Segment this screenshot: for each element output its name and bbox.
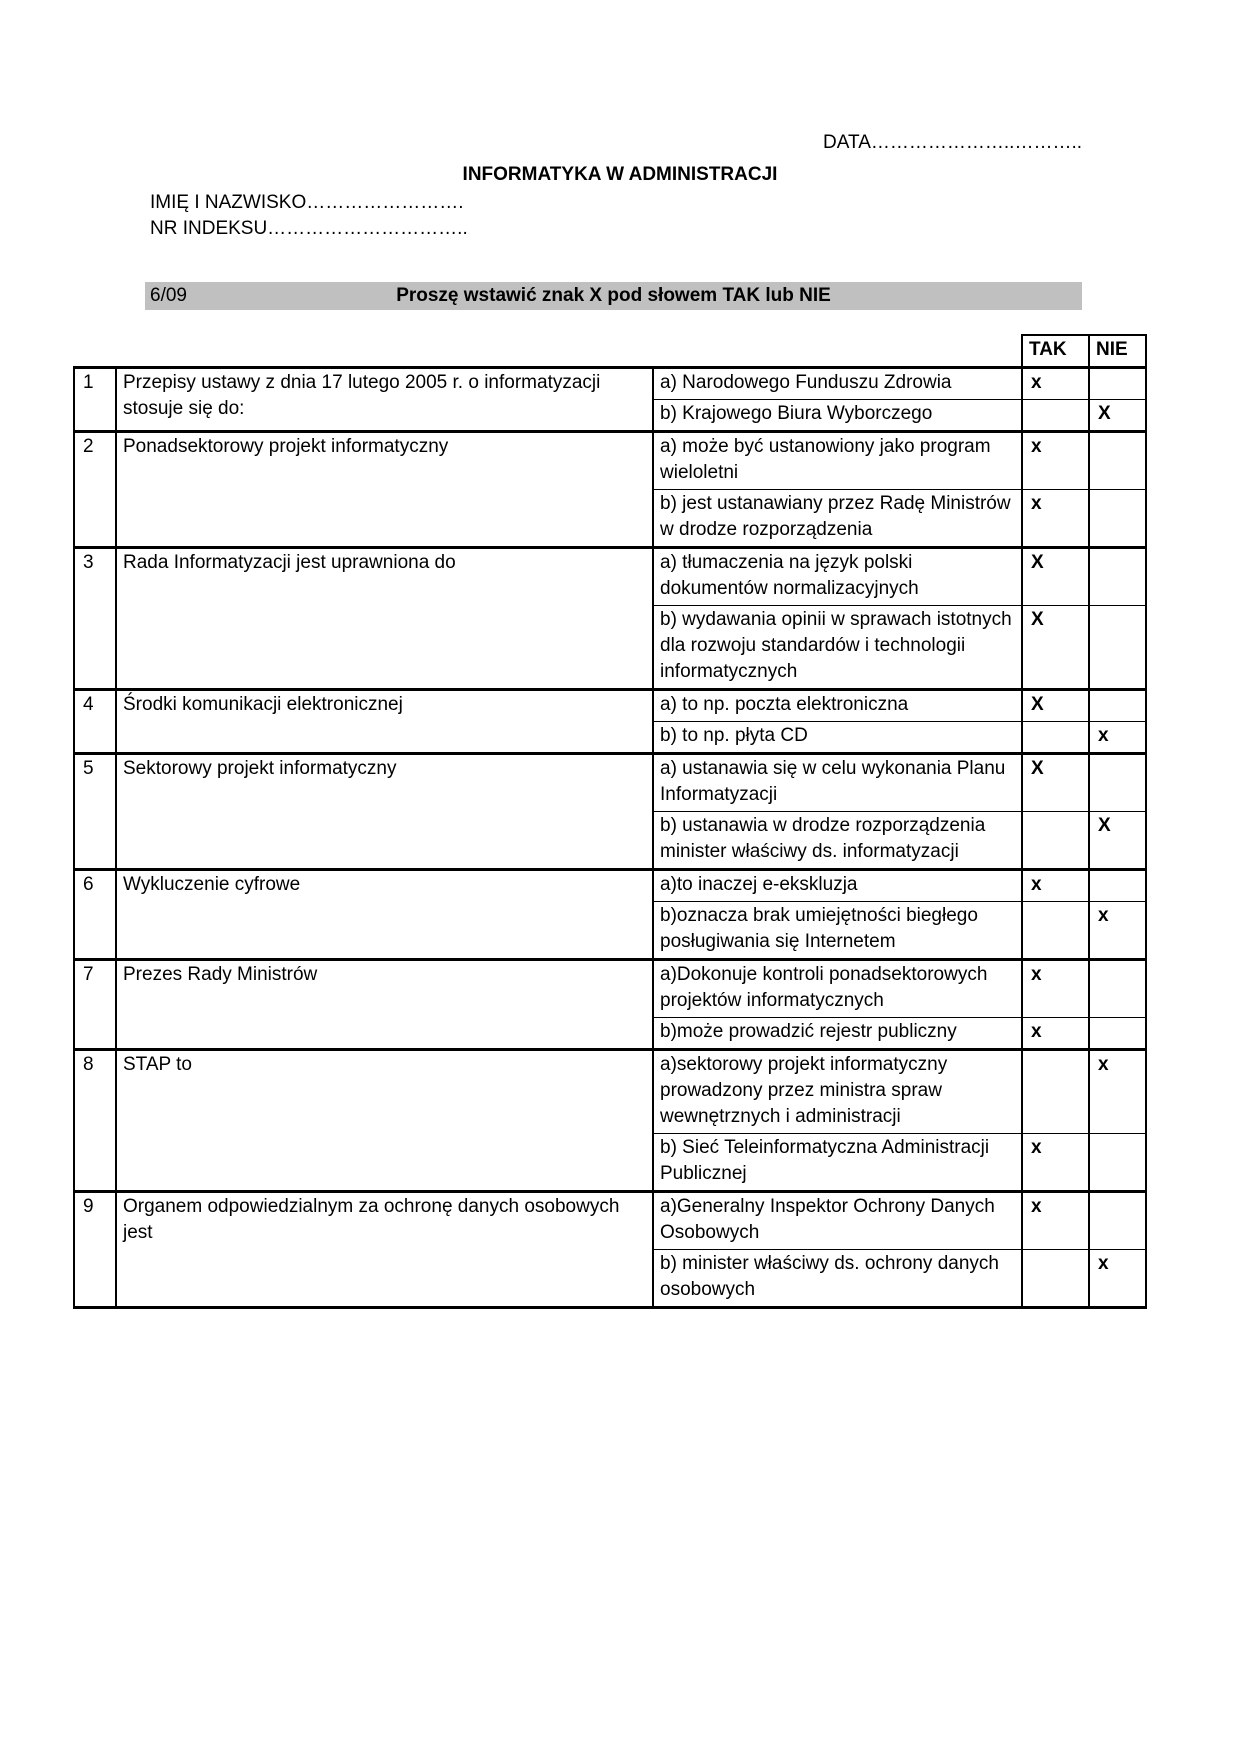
- table-row: [74, 870, 1146, 902]
- table-row: [74, 368, 1146, 400]
- question-text: Środki komunikacji elektronicznej: [116, 690, 653, 754]
- question-number: 6: [74, 870, 116, 960]
- question-text: Prezes Rady Ministrów: [116, 960, 653, 1050]
- nie-mark-cell: x: [1089, 902, 1146, 960]
- question-text: Sektorowy projekt informatyczny: [116, 754, 653, 870]
- answer-text: a)to inaczej e-ekskluzja: [653, 870, 1022, 902]
- index-number-field: NR INDEKSU…………………………..: [150, 218, 468, 239]
- question-text: Organem odpowiedzialnym za ochronę danych osobowych jest: [116, 1192, 653, 1308]
- question-number: 8: [74, 1050, 116, 1192]
- question-number: 2: [74, 432, 116, 548]
- nie-mark-cell: [1089, 1018, 1146, 1050]
- answer-text: a)sektorowy projekt informatyczny prowadzony przez ministra spraw wewnętrznych i administracji: [653, 1050, 1022, 1134]
- tak-column-header: TAK: [1022, 335, 1089, 368]
- name-field: IMIĘ I NAZWISKO…………………….: [150, 192, 464, 213]
- tak-mark-cell: x: [1022, 1134, 1089, 1192]
- tak-mark-cell: x: [1022, 960, 1089, 1018]
- table-row: [74, 960, 1146, 1018]
- nie-mark-cell: [1089, 754, 1146, 812]
- nie-mark-cell: [1089, 1134, 1146, 1192]
- tak-mark-cell: X: [1022, 548, 1089, 606]
- question-number: 9: [74, 1192, 116, 1308]
- nie-mark-cell: [1089, 368, 1146, 400]
- nie-mark-cell: [1089, 960, 1146, 1018]
- answer-text: a) tłumaczenia na język polski dokumentów normalizacyjnych: [653, 548, 1022, 606]
- quiz-table: [73, 334, 1147, 1309]
- question-number: 3: [74, 548, 116, 690]
- answer-text: a)Dokonuje kontroli ponadsektorowych projektów informatycznych: [653, 960, 1022, 1018]
- tak-mark-cell: x: [1022, 1018, 1089, 1050]
- nie-mark-cell: [1089, 548, 1146, 606]
- table-header-row: [74, 335, 1146, 368]
- answer-text: b) jest ustanawiany przez Radę Ministrów w drodze rozporządzenia: [653, 490, 1022, 548]
- nie-mark-cell: [1089, 1192, 1146, 1250]
- header-spacer: [74, 335, 1022, 368]
- answer-text: b) Krajowego Biura Wyborczego: [653, 400, 1022, 432]
- answer-text: b) to np. płyta CD: [653, 722, 1022, 754]
- question-number: 4: [74, 690, 116, 754]
- nie-mark-cell: x: [1089, 722, 1146, 754]
- answer-text: a) może być ustanowiony jako program wieloletni: [653, 432, 1022, 490]
- nie-mark-cell: X: [1089, 400, 1146, 432]
- answer-text: a) to np. poczta elektroniczna: [653, 690, 1022, 722]
- question-text: Wykluczenie cyfrowe: [116, 870, 653, 960]
- question-number: 1: [74, 368, 116, 432]
- table-row: [74, 548, 1146, 606]
- tak-mark-cell: x: [1022, 490, 1089, 548]
- question-text: Rada Informatyzacji jest uprawniona do: [116, 548, 653, 690]
- instruction-text: Proszę wstawić znak X pod słowem TAK lub NIE: [396, 285, 831, 306]
- page-title: INFORMATYKA W ADMINISTRACJI: [462, 164, 778, 185]
- tak-mark-cell: [1022, 812, 1089, 870]
- nie-mark-cell: [1089, 490, 1146, 548]
- tak-mark-cell: [1022, 1250, 1089, 1308]
- tak-mark-cell: X: [1022, 690, 1089, 722]
- answer-text: b)oznacza brak umiejętności biegłego posługiwania się Internetem: [653, 902, 1022, 960]
- table-row: [74, 1050, 1146, 1134]
- tak-mark-cell: x: [1022, 870, 1089, 902]
- answer-text: b)może prowadzić rejestr publiczny: [653, 1018, 1022, 1050]
- answer-text: b) Sieć Teleinformatyczna Administracji Publicznej: [653, 1134, 1022, 1192]
- tak-mark-cell: x: [1022, 368, 1089, 400]
- answer-text: a)Generalny Inspektor Ochrony Danych Osobowych: [653, 1192, 1022, 1250]
- nie-mark-cell: X: [1089, 812, 1146, 870]
- question-number: 7: [74, 960, 116, 1050]
- date-field: DATA…………………..………..: [823, 132, 1082, 153]
- question-text: Ponadsektorowy projekt informatyczny: [116, 432, 653, 548]
- nie-mark-cell: [1089, 606, 1146, 690]
- question-text: Przepisy ustawy z dnia 17 lutego 2005 r. o informatyzacji stosuje się do:: [116, 368, 653, 432]
- nie-mark-cell: [1089, 690, 1146, 722]
- exam-code: 6/09: [150, 285, 187, 306]
- nie-mark-cell: [1089, 432, 1146, 490]
- table-row: [74, 690, 1146, 722]
- nie-mark-cell: x: [1089, 1250, 1146, 1308]
- question-number: 5: [74, 754, 116, 870]
- answer-text: b) ustanawia w drodze rozporządzenia minister właściwy ds. informatyzacji: [653, 812, 1022, 870]
- question-text: STAP to: [116, 1050, 653, 1192]
- tak-mark-cell: X: [1022, 606, 1089, 690]
- tak-mark-cell: [1022, 722, 1089, 754]
- answer-text: b) wydawania opinii w sprawach istotnych dla rozwoju standardów i technologii informatycznych: [653, 606, 1022, 690]
- tak-mark-cell: [1022, 902, 1089, 960]
- instruction-bar: [145, 282, 1082, 310]
- answer-text: b) minister właściwy ds. ochrony danych osobowych: [653, 1250, 1022, 1308]
- table-row: [74, 432, 1146, 490]
- answer-text: a) Narodowego Funduszu Zdrowia: [653, 368, 1022, 400]
- table-row: [74, 1192, 1146, 1250]
- tak-mark-cell: [1022, 1050, 1089, 1134]
- answer-text: a) ustanawia się w celu wykonania Planu Informatyzacji: [653, 754, 1022, 812]
- tak-mark-cell: [1022, 400, 1089, 432]
- table-row: [74, 754, 1146, 812]
- nie-mark-cell: x: [1089, 1050, 1146, 1134]
- questions-body: [74, 368, 1146, 1308]
- tak-mark-cell: X: [1022, 754, 1089, 812]
- tak-mark-cell: x: [1022, 432, 1089, 490]
- nie-column-header: NIE: [1089, 335, 1146, 368]
- nie-mark-cell: [1089, 870, 1146, 902]
- tak-mark-cell: x: [1022, 1192, 1089, 1250]
